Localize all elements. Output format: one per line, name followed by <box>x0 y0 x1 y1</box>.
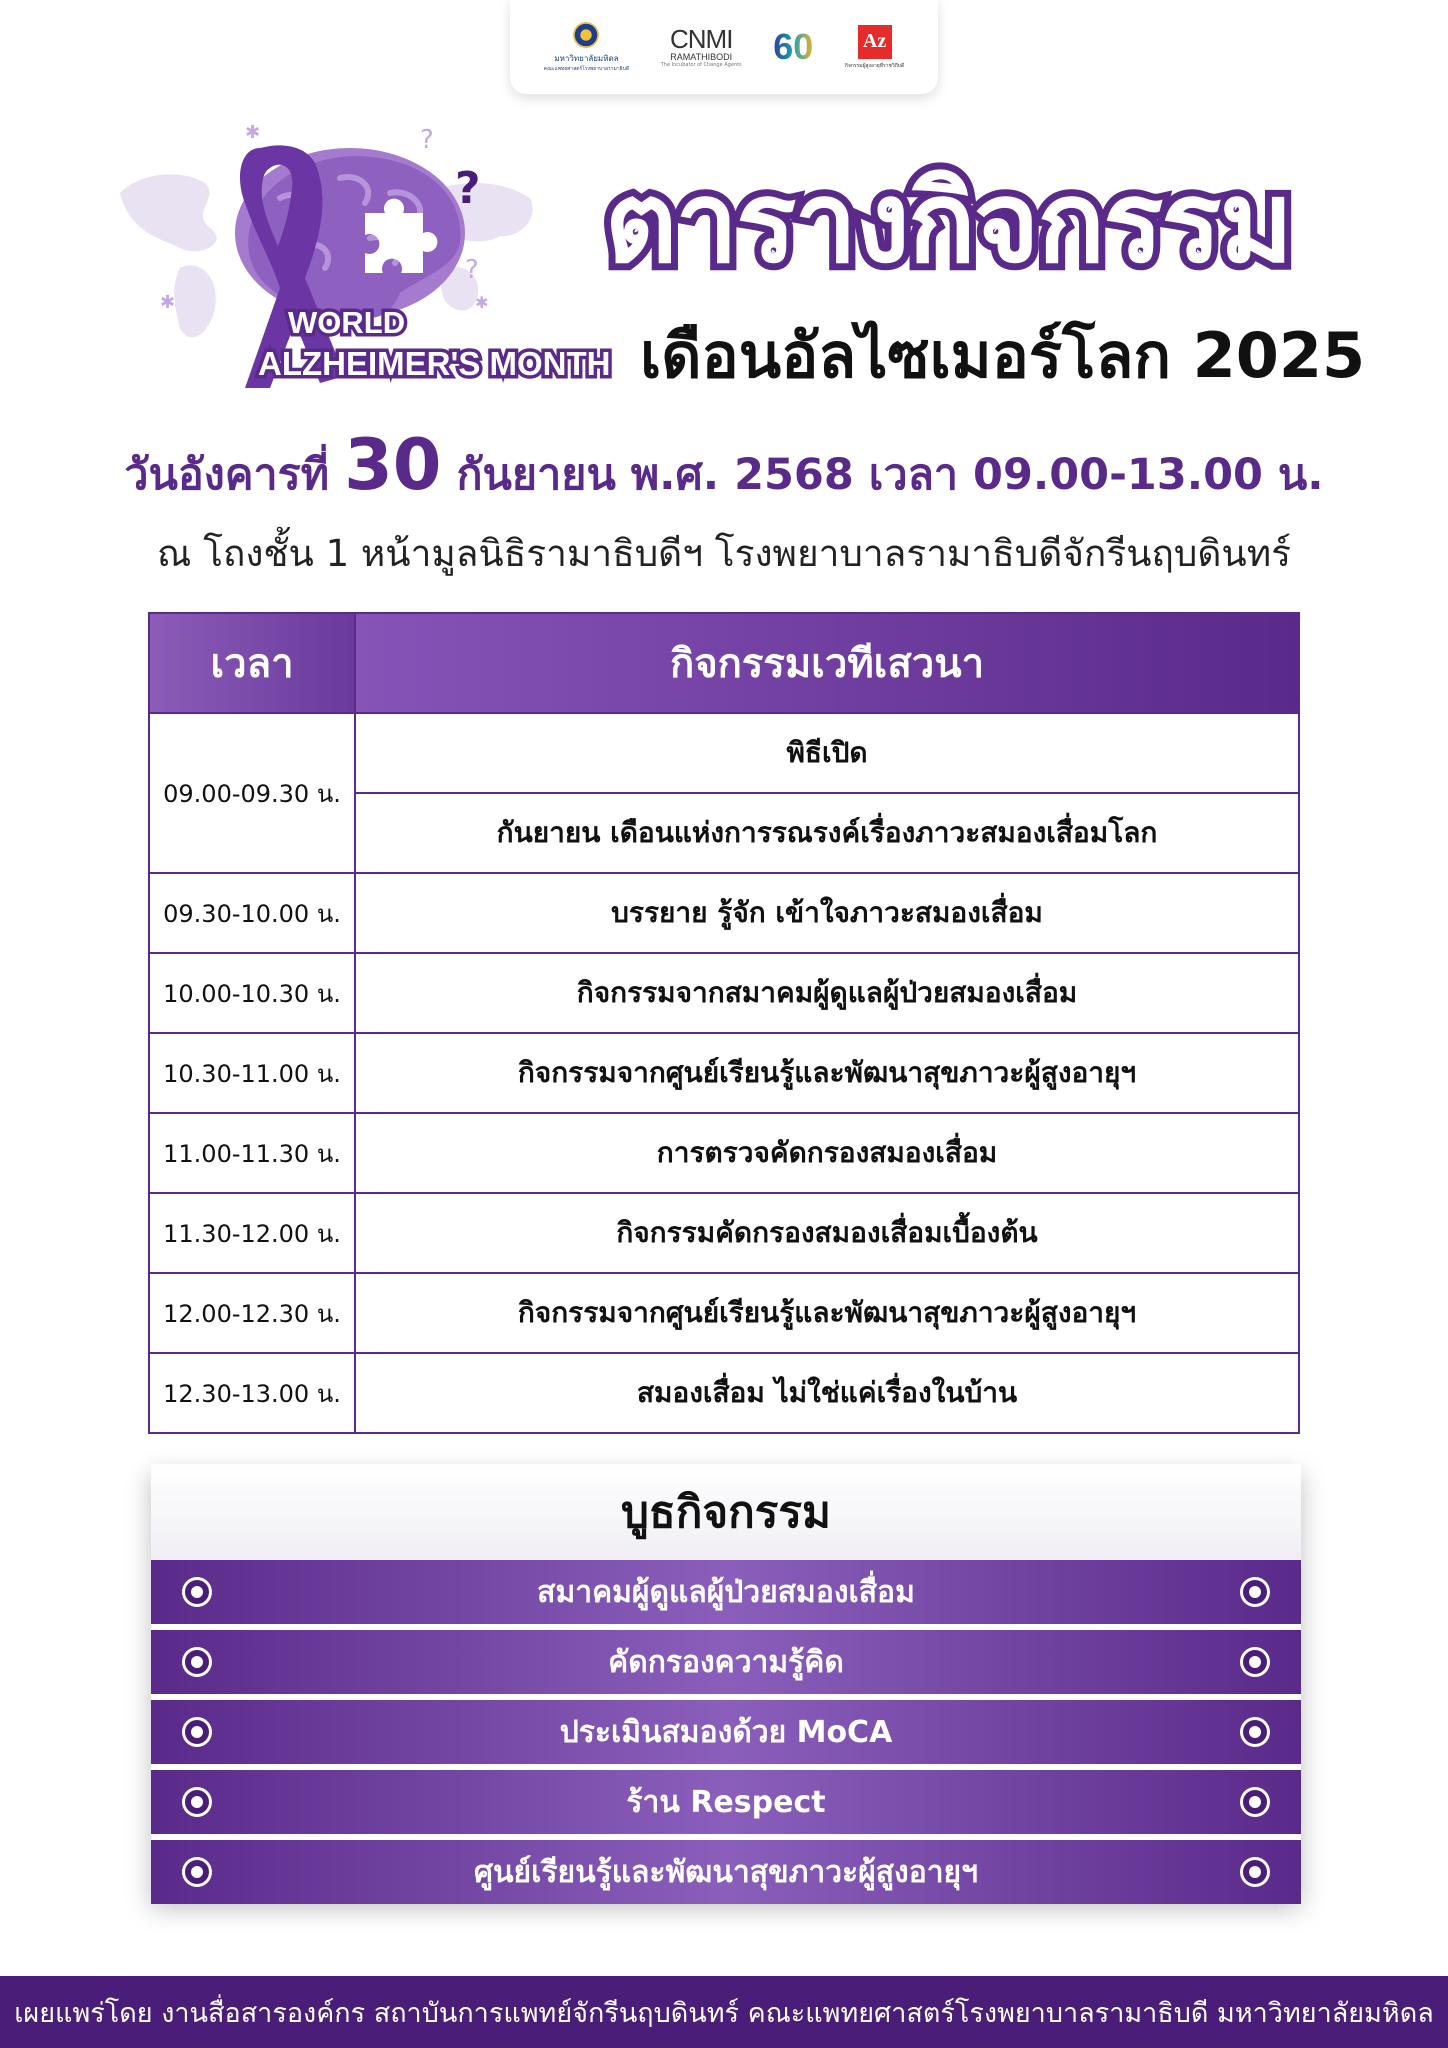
event-date-prefix: วันอังคารที่ <box>124 450 330 500</box>
list-item <box>151 1770 1301 1834</box>
booth-item-label: สมาคมผู้ดูแลผู้ป่วยสมองเสื่อม <box>537 1574 915 1610</box>
schedule-time: 09.00-09.30 น. <box>149 713 355 873</box>
mahidol-seal-icon <box>573 22 599 48</box>
az-logo-tag: กิจกรรมผู้สูงอายุที่ราชวิถีบดี <box>844 62 905 69</box>
schedule-activity: กิจกรรมจากสมาคมผู้ดูแลผู้ป่วยสมองเสื่อม <box>355 953 1299 1033</box>
bullet-circle-icon <box>185 1650 209 1674</box>
mahidol-logo-line2: คณะแพทยศาสตร์โรงพยาบาลรามาธิบดี <box>543 65 630 72</box>
schedule-time: 10.00-10.30 น. <box>149 953 355 1033</box>
schedule-table <box>148 612 1300 1434</box>
bullet-circle-icon <box>1243 1650 1267 1674</box>
question-mark-icon: ? <box>465 255 479 285</box>
schedule-time: 11.00-11.30 น. <box>149 1113 355 1193</box>
bullet-circle-icon <box>185 1720 209 1744</box>
list-item <box>151 1840 1301 1904</box>
schedule-activity: พิธีเปิด <box>355 713 1299 793</box>
booth-item-label: คัดกรองความรู้คิด <box>608 1644 844 1680</box>
cnmi-logo-main: CNMI <box>669 24 733 54</box>
question-mark-icon: ? <box>420 125 434 155</box>
bullet-circle-icon <box>185 1580 209 1604</box>
anniversary-60-logo <box>773 26 814 67</box>
svg-text:✱: ✱ <box>475 293 489 312</box>
table-row <box>149 1193 1299 1273</box>
bullet-circle-icon <box>1243 1790 1267 1814</box>
schedule-header-activity: กิจกรรมเวทีเสวนา <box>355 613 1299 713</box>
schedule-time: 09.30-10.00 น. <box>149 873 355 953</box>
schedule-header-time: เวลา <box>149 613 355 713</box>
cnmi-logo <box>661 26 742 68</box>
list-item <box>151 1630 1301 1694</box>
table-row <box>149 1353 1299 1433</box>
schedule-time: 12.30-13.00 น. <box>149 1353 355 1433</box>
table-row <box>149 953 1299 1033</box>
bullet-circle-icon <box>1243 1720 1267 1744</box>
svg-text:✱: ✱ <box>245 122 261 143</box>
schedule-activity: กิจกรรมคัดกรองสมองเสื่อมเบื้องต้น <box>355 1193 1299 1273</box>
world-alzheimers-month-badge <box>258 305 618 395</box>
schedule-header-row <box>149 613 1299 713</box>
list-item <box>151 1700 1301 1764</box>
bullet-circle-icon <box>185 1860 209 1884</box>
schedule-activity: การตรวจคัดกรองสมองเสื่อม <box>355 1113 1299 1193</box>
cnmi-logo-tag: The Incubator of Change Agents <box>660 62 742 68</box>
table-row <box>149 1033 1299 1113</box>
az-logo <box>845 25 904 70</box>
svg-text:✱: ✱ <box>160 292 176 313</box>
schedule-time: 12.00-12.30 น. <box>149 1273 355 1353</box>
az-logo-box: Az <box>858 25 892 59</box>
schedule-time: 10.30-11.00 น. <box>149 1033 355 1113</box>
booth-item-label: ประเมินสมองด้วย MoCA <box>559 1714 893 1750</box>
booth-panel <box>151 1464 1301 1898</box>
booth-item-label: ร้าน Respect <box>626 1784 826 1820</box>
bullet-circle-icon <box>1243 1860 1267 1884</box>
page-title: ตารางกิจกรรม <box>604 158 1292 288</box>
list-item <box>151 1560 1301 1624</box>
event-date <box>0 424 1448 510</box>
table-row <box>149 713 1299 793</box>
schedule-time: 11.30-12.00 น. <box>149 1193 355 1273</box>
bullet-circle-icon <box>185 1790 209 1814</box>
cnmi-logo-sub: RAMATHIBODI <box>670 52 733 62</box>
footer-credit: เผยแพร่โดย งานสื่อสารองค์กร สถาบันการแพทย์จักรีนฤบดินทร์ คณะแพทยศาสตร์โรงพยาบาลรามาธิบดี มหาวิทยาลัยมหิดล <box>0 1976 1448 2048</box>
ribbon-label-world: WORLD <box>288 305 406 340</box>
question-mark-icon: ? <box>455 163 481 214</box>
table-row <box>149 1273 1299 1353</box>
mahidol-logo-line1: มหาวิทยาลัยมหิดล <box>554 53 619 63</box>
anniversary-number: 60 <box>773 26 814 67</box>
event-date-suffix: กันยายน พ.ศ. 2568 เวลา 09.00-13.00 น. <box>456 450 1324 500</box>
schedule-activity: สมองเสื่อม ไม่ใช่แค่เรื่องในบ้าน <box>355 1353 1299 1433</box>
mahidol-logo <box>544 22 629 73</box>
bullet-circle-icon <box>1243 1580 1267 1604</box>
ribbon-label-alzheimers-month: ALZHEIMER'S MONTH <box>258 345 611 382</box>
table-row <box>149 873 1299 953</box>
booth-title: บูธกิจกรรม <box>151 1464 1301 1560</box>
schedule-activity: กันยายน เดือนแห่งการรณรงค์เรื่องภาวะสมองเสื่อมโลก <box>355 793 1299 873</box>
schedule-activity: บรรยาย รู้จัก เข้าใจภาวะสมองเสื่อม <box>355 873 1299 953</box>
booth-item-label: ศูนย์เรียนรู้และพัฒนาสุขภาวะผู้สูงอายุฯ <box>474 1854 978 1890</box>
partner-logo-bar <box>510 0 938 94</box>
event-date-day: 30 <box>344 424 442 506</box>
event-venue: ณ โถงชั้น 1 หน้ามูลนิธิรามาธิบดีฯ โรงพยาบาลรามาธิบดีจักรีนฤบดินทร์ <box>157 532 1291 575</box>
schedule-activity: กิจกรรมจากศูนย์เรียนรู้และพัฒนาสุขภาวะผู้สูงอายุฯ <box>355 1033 1299 1113</box>
page-subtitle: เดือนอัลไซเมอร์โลก 2025 <box>640 319 1366 392</box>
table-row <box>149 1113 1299 1193</box>
schedule-activity: กิจกรรมจากศูนย์เรียนรู้และพัฒนาสุขภาวะผู้สูงอายุฯ <box>355 1273 1299 1353</box>
